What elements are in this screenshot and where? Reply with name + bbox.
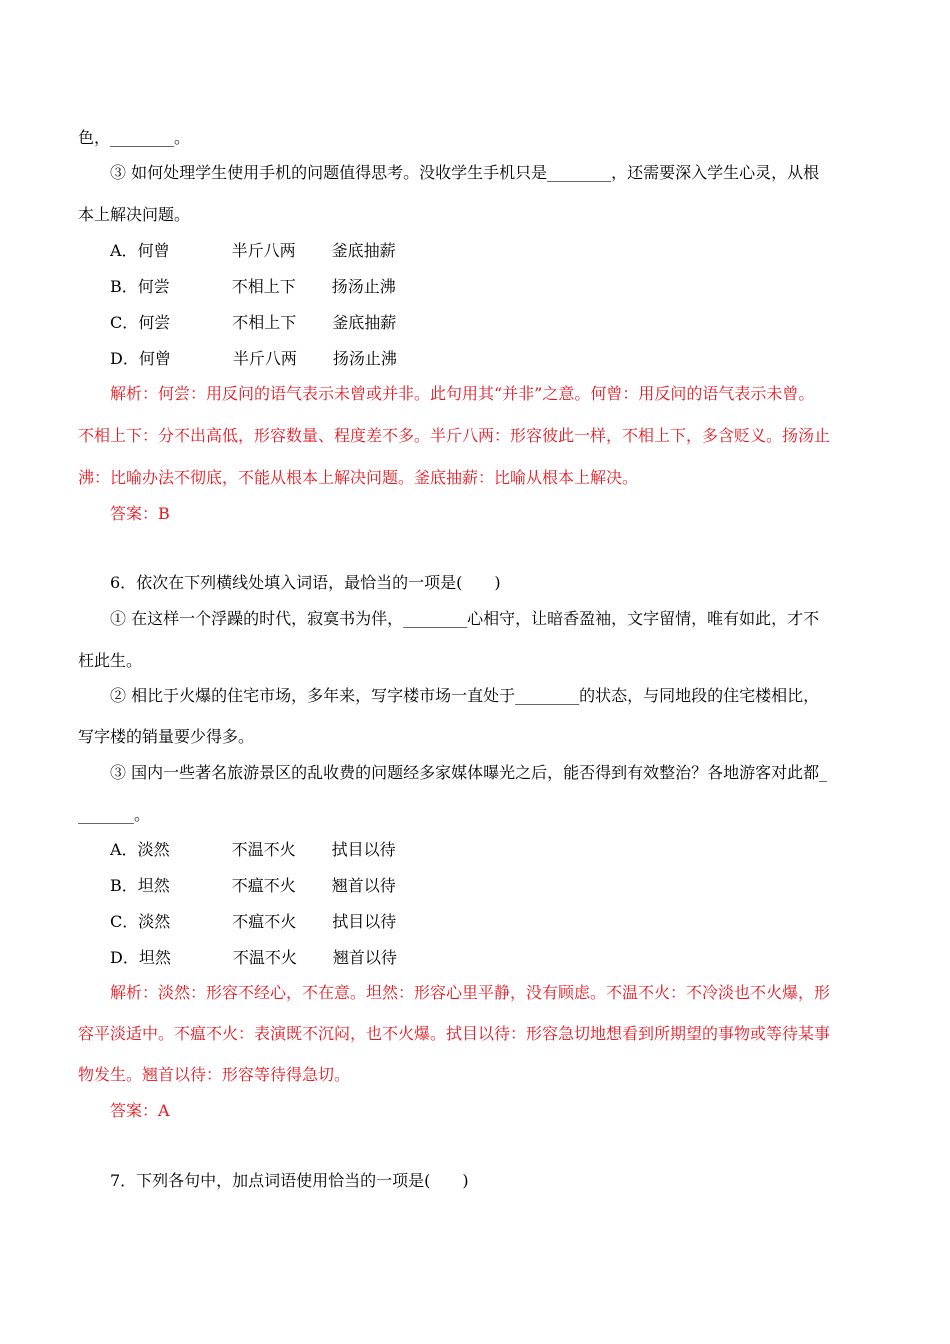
q5-option-c: C．何尝 不相上下 釜底抽薪 <box>110 313 397 332</box>
q6-sentence3-line2: _______。 <box>78 805 151 824</box>
q6-option-c: C．淡然 不瘟不火 拭目以待 <box>110 912 397 931</box>
q5-sentence3-line2: 本上解决问题。 <box>78 205 191 224</box>
q6-analysis-line1: 解析：淡然：形容不经心，不在意。坦然：形容心里平静，没有顾虑。不温不火：不冷淡也不火爆，形 <box>110 983 831 1002</box>
q6-option-a: A．淡然 不温不火 拭目以待 <box>110 840 396 859</box>
q6-option-b: B．坦然 不瘟不火 翘首以待 <box>110 876 396 895</box>
q6-analysis-line2: 容平淡适中。不瘟不火：表演既不沉闷，也不火爆。拭目以待：形容急切地想看到所期望的事物或等待某事 <box>78 1024 831 1043</box>
q5-sentence3-line1: ③ 如何处理学生使用手机的问题值得思考。没收学生手机只是________，还需要深入学生心灵，从根 <box>110 163 820 182</box>
q7-stem: 7．下列各句中，加点词语使用恰当的一项是( ) <box>110 1171 469 1190</box>
q5-option-a: A．何曾 半斤八两 釜底抽薪 <box>110 241 396 260</box>
q6-sentence1-line1: ① 在这样一个浮躁的时代，寂寞书为伴，________心相守，让暗香盈袖，文字留情，唯有如此，才不 <box>110 609 820 628</box>
q5-analysis-line1: 解析：何尝：用反问的语气表示未曾或并非。此句用其“并非”之意。何曾：用反问的语气表示未曾。 <box>110 384 815 403</box>
q6-sentence1-line2: 枉此生。 <box>78 651 143 670</box>
q6-option-d: D．坦然 不温不火 翘首以待 <box>110 948 397 967</box>
q6-sentence2-line2: 写字楼的销量要少得多。 <box>78 727 255 746</box>
q5-sentence2-end: 色，________。 <box>78 128 191 147</box>
q5-option-d: D．何曾 半斤八两 扬汤止沸 <box>110 349 397 368</box>
q5-analysis-line2: 不相上下：分不出高低，形容数量、程度差不多。半斤八两：形容彼此一样，不相上下，多含贬义。扬汤止 <box>78 426 831 445</box>
q5-answer: 答案：B <box>110 504 170 523</box>
q6-stem: 6．依次在下列横线处填入词语，最恰当的一项是( ) <box>110 573 501 592</box>
q6-analysis-line3: 物发生。翘首以待：形容等待得急切。 <box>78 1065 351 1084</box>
q5-analysis-line3: 沸：比喻办法不彻底，不能从根本上解决问题。釜底抽薪：比喻从根本上解决。 <box>78 468 639 487</box>
q5-option-b: B．何尝 不相上下 扬汤止沸 <box>110 277 396 296</box>
q6-answer: 答案：A <box>110 1101 170 1120</box>
q6-sentence3-line1: ③ 国内一些著名旅游景区的乱收费的问题经多家媒体曝光之后，能否得到有效整治？各地游客对此都_ <box>110 763 828 782</box>
q6-sentence2-line1: ② 相比于火爆的住宅市场，多年来，写字楼市场一直处于________的状态，与同地段的住宅楼相比， <box>110 686 820 705</box>
